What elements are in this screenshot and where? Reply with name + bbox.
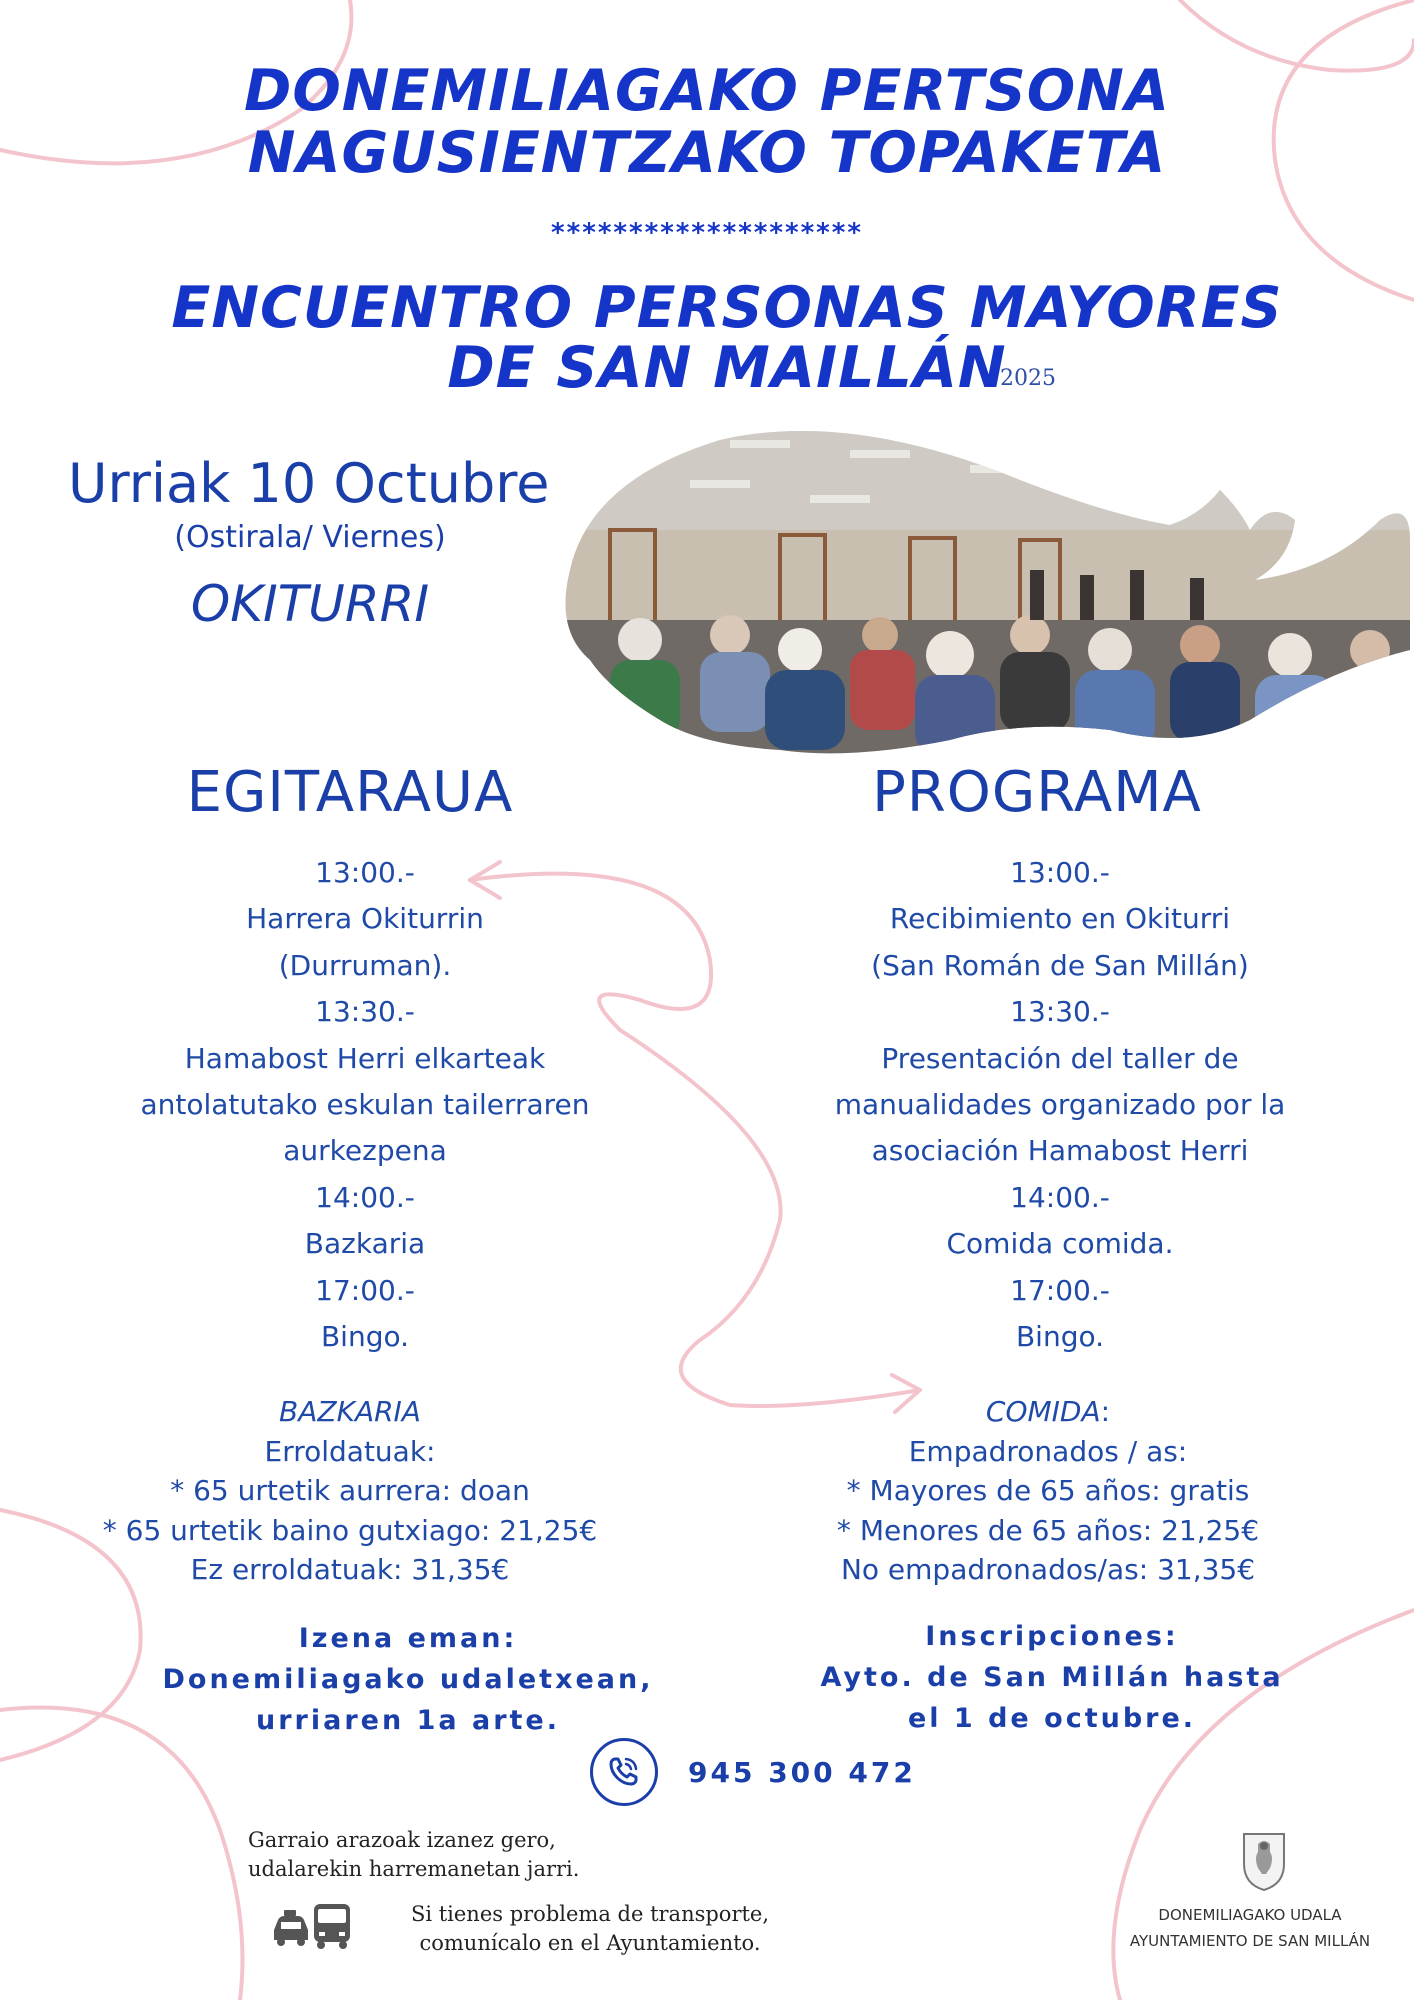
program-item: 14:00.- [1010,1180,1110,1214]
program-item: asociación Hamabost Herri [871,1134,1249,1168]
registration-line: Donemiliagako udaletxean, [162,1664,654,1695]
transport-line: comunícalo en el Ayuntamiento. [419,1931,761,1955]
registration-line: Inscripciones: [925,1621,1179,1652]
event-year: 2025 [1000,366,1056,391]
registration-line: urriaren 1a arte. [256,1705,560,1736]
page-title-spanish [0,275,1414,401]
registration-line: Izena eman: [298,1623,518,1654]
program-item: Harrera Okiturrin [246,902,484,936]
phone-icon [590,1738,658,1806]
program-item: 14:00.- [315,1180,415,1214]
program-list-basque [45,850,685,1360]
transport-icon [270,1900,354,1950]
program-item: Bingo. [1015,1320,1105,1354]
meal-label: BAZKARIA [279,1395,421,1428]
organizer-line: AYUNTAMIENTO DE SAN MILLÁN [1129,1932,1371,1950]
program-item: manualidades organizado por la [834,1088,1286,1122]
program-item: 13:30.- [315,995,415,1029]
program-item: Presentación del taller de [881,1041,1239,1075]
meal-info-basque [30,1392,670,1590]
registration-spanish [732,1616,1372,1739]
meal-line: * Menores de 65 años: 21,25€ [836,1513,1260,1547]
transport-note-basque [248,1826,579,1884]
meal-line: No empadronados/as: 31,35€ [840,1553,1256,1586]
event-location: OKITURRI [190,575,430,633]
registration-line: el 1 de octubre. [907,1703,1197,1734]
transport-note-spanish [380,1900,800,1958]
program-list-spanish [740,850,1380,1360]
program-heading-basque: EGITARAUA [186,760,514,825]
meal-info-spanish [728,1392,1368,1590]
program-item: 13:30.- [1010,995,1110,1029]
event-photo [550,420,1410,760]
meal-line: Erroldatuak: [264,1434,436,1468]
page-title-basque [0,60,1414,184]
program-item: 13:00.- [315,856,415,889]
meal-label-colon: : [1100,1395,1111,1428]
title-basque-line1: DONEMILIAGAKO PERTSONA [244,58,1170,124]
meal-line: Empadronados / as: [908,1434,1188,1468]
program-item: 13:00.- [1010,856,1110,889]
title-spanish-line2: DE SAN MAILLÁN [447,335,1007,401]
organizer [1100,1902,1400,1954]
transport-line: Si tienes problema de transporte, [410,1902,770,1926]
program-item: (Durruman). [278,948,452,982]
registration-line: Ayto. de San Millán hasta [820,1662,1284,1693]
program-item: Hamabost Herri elkarteak [184,1041,546,1075]
event-weekday: (Ostirala/ Viernes) [174,520,446,555]
program-item: antolatutako eskulan tailerraren [140,1088,590,1122]
program-heading-spanish: PROGRAMA [872,760,1202,825]
program-item: 17:00.- [315,1273,415,1307]
event-date: Urriak 10 Octubre [68,452,550,515]
separator-stars: ******************** [551,218,863,248]
meal-line: * Mayores de 65 años: gratis [846,1474,1250,1507]
meal-line: * 65 urtetik aurrera: doan [170,1474,530,1507]
phone-number[interactable]: 945 300 472 [688,1756,916,1789]
program-item: 17:00.- [1010,1273,1110,1307]
program-item: Recibimiento en Okiturri [889,902,1231,936]
title-spanish-line1: ENCUENTRO PERSONAS MAYORES [171,275,1283,341]
meal-line: * 65 urtetik baino gutxiago: 21,25€ [102,1513,598,1547]
transport-line: Garraio arazoak izanez gero, [248,1828,556,1852]
program-item: aurkezpena [283,1134,447,1168]
program-item: Bingo. [320,1320,410,1354]
program-item: (San Román de San Millán) [871,948,1249,982]
meal-line: Ez erroldatuak: 31,35€ [190,1553,510,1586]
title-basque-line2: NAGUSIENTZAKO TOPAKETA [247,120,1167,186]
organizer-line: DONEMILIAGAKO UDALA [1158,1906,1342,1924]
transport-line: udalarekin harremanetan jarri. [248,1857,580,1881]
meal-label: COMIDA [985,1395,1101,1428]
coat-of-arms-icon [1240,1830,1288,1892]
program-item: Bazkaria [304,1227,426,1261]
registration-basque [88,1618,728,1741]
meal-label-row [728,1392,1368,1432]
program-item: Comida comida. [946,1227,1174,1261]
